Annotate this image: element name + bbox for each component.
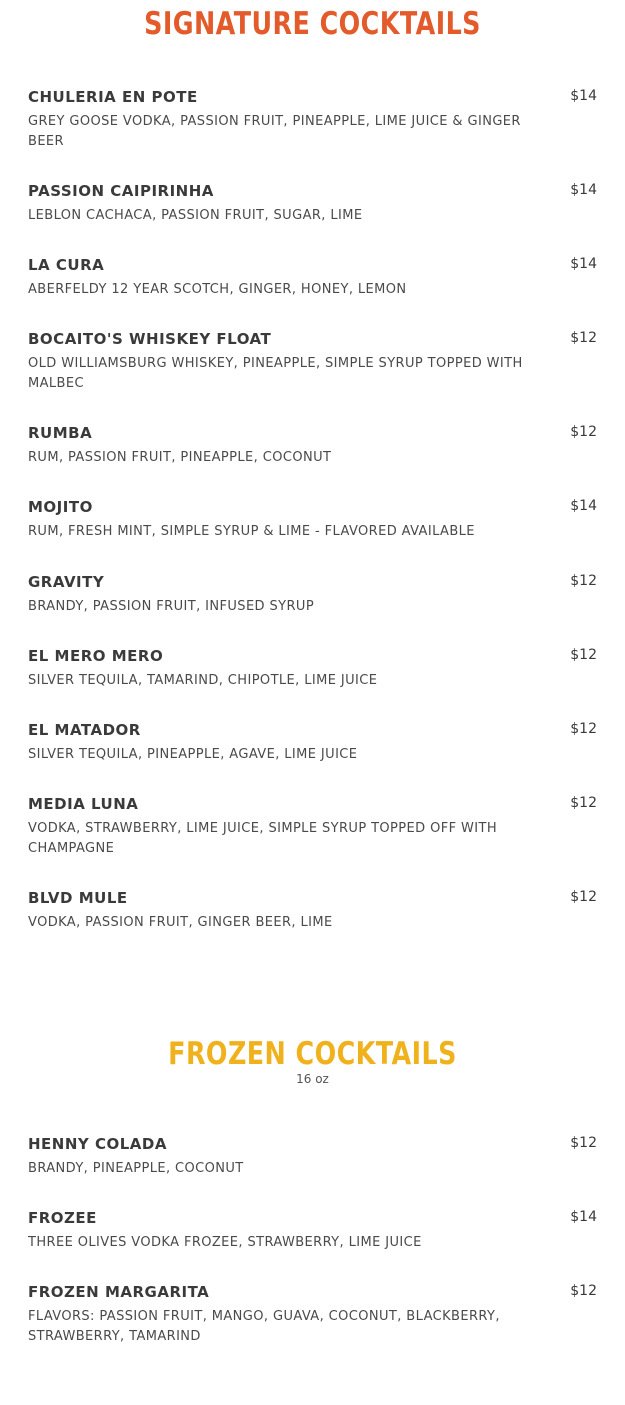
menu-item-name: PASSION CAIPIRINHA [28,182,214,200]
menu-item-price: $14 [570,256,597,272]
menu-item-name: EL MATADOR [28,721,141,739]
menu-item-description: RUM, FRESH MINT, SIMPLE SYRUP & LIME - FLAVORED AVAILABLE [28,524,475,539]
signature-cocktails-title: SIGNATURE COCKTAILS [144,6,481,42]
menu-item-description: THREE OLIVES VODKA FROZEE, STRAWBERRY, LIME JUICE [28,1235,422,1250]
menu-item-price: $12 [570,795,597,811]
menu-item-name: HENNY COLADA [28,1135,167,1153]
menu-item-description: ABERFELDY 12 YEAR SCOTCH, GINGER, HONEY, LEMON [28,282,407,297]
menu-item-price: $12 [570,1283,597,1299]
menu-item-name: MOJITO [28,498,93,516]
menu-item-name: MEDIA LUNA [28,795,139,813]
menu-item-description: GREY GOOSE VODKA, PASSION FRUIT, PINEAPPLE, LIME JUICE & GINGER BEER [28,114,521,149]
menu-item-description: VODKA, PASSION FRUIT, GINGER BEER, LIME [28,915,333,930]
menu-item-name: BOCAITO'S WHISKEY FLOAT [28,330,272,348]
menu-item-description: BRANDY, PINEAPPLE, COCONUT [28,1161,244,1176]
frozen-cocktails-subtitle: 16 oz [296,1072,329,1086]
menu-item-price: $12 [570,647,597,663]
menu-item-price: $14 [570,1209,597,1225]
menu-item-name: RUMBA [28,424,93,442]
menu-item-price: $12 [570,424,597,440]
menu-item-price: $14 [570,498,597,514]
menu-item-price: $12 [570,330,597,346]
menu-item-description: VODKA, STRAWBERRY, LIME JUICE, SIMPLE SYRUP TOPPED OFF WITH CHAMPAGNE [28,821,498,856]
menu-item-name: GRAVITY [28,573,105,591]
frozen-cocktails-title: FROZEN COCKTAILS [168,1036,457,1072]
menu-item-name: LA CURA [28,256,105,274]
menu-item-name: EL MERO MERO [28,647,164,665]
menu-item-description: FLAVORS: PASSION FRUIT, MANGO, GUAVA, COCONUT, BLACKBERRY, STRAWBERRY, TAMARIND [28,1309,500,1344]
menu-item-name: CHULERIA EN POTE [28,88,198,106]
menu-item-price: $12 [570,1135,597,1151]
menu-item-name: FROZEE [28,1209,97,1227]
menu-item-price: $12 [570,889,597,905]
menu-item-name: FROZEN MARGARITA [28,1283,210,1301]
menu-item-price: $12 [570,573,597,589]
menu-item-description: SILVER TEQUILA, TAMARIND, CHIPOTLE, LIME JUICE [28,673,378,688]
menu-item-name: BLVD MULE [28,889,128,907]
menu-item-description: BRANDY, PASSION FRUIT, INFUSED SYRUP [28,599,315,614]
menu-item-price: $14 [570,88,597,104]
menu-item-price: $12 [570,721,597,737]
menu-item-description: RUM, PASSION FRUIT, PINEAPPLE, COCONUT [28,450,332,465]
menu-item-description: LEBLON CACHACA, PASSION FRUIT, SUGAR, LIME [28,208,363,223]
menu-item-description: OLD WILLIAMSBURG WHISKEY, PINEAPPLE, SIMPLE SYRUP TOPPED WITH MALBEC [28,356,523,391]
menu-item-description: SILVER TEQUILA, PINEAPPLE, AGAVE, LIME JUICE [28,747,358,762]
menu-item-price: $14 [570,182,597,198]
